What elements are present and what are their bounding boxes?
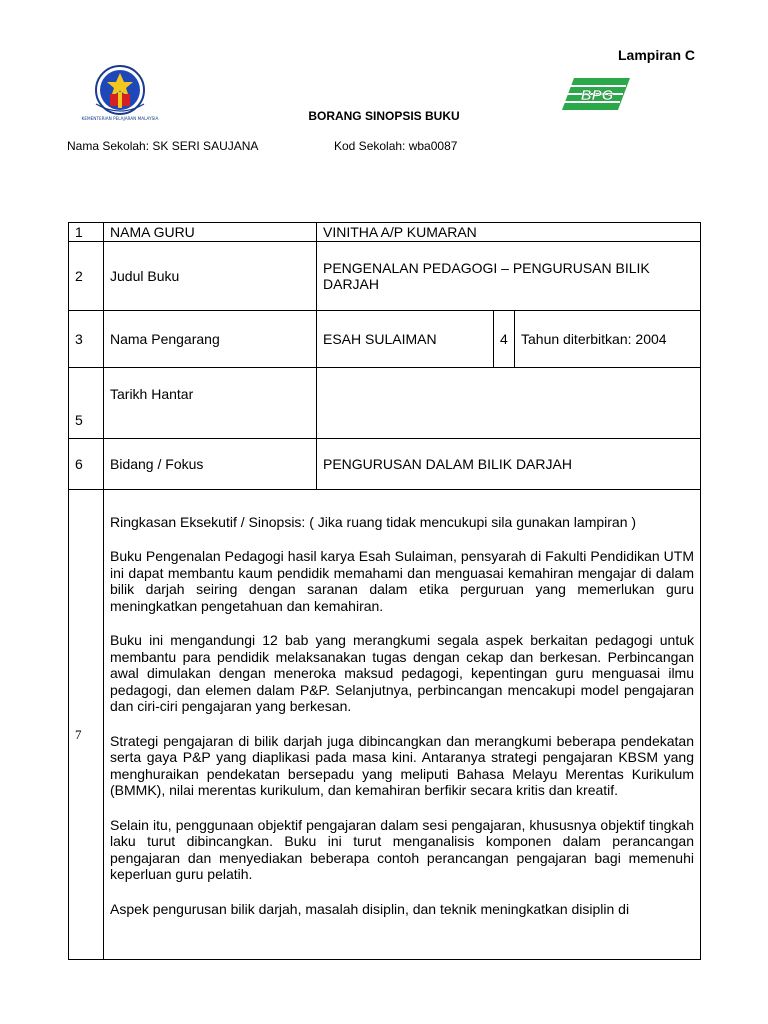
synopsis-form-table [68, 222, 701, 960]
field-label: Bidang / Fokus [104, 439, 317, 490]
synopsis-cell [104, 490, 701, 960]
bpg-logo-text: BPG [580, 87, 614, 104]
year-published: Tahun diterbitkan: 2004 [515, 311, 701, 368]
synopsis-paragraph: Strategi pengajaran di bilik darjah juga dibincangkan dan merangkumi beberapa pendekatan serta gaya P&P yang diaplikasi pada masa kini. Antaranya strategi pengajaran KBSM yang menghuraikan pendekatan bersepadu yang meliputi Bahasa Melayu Merentas Kurikulum (BMMK), nilai merentas kurikulum, dan kemahiran berfikir secara kritis dan kreatif. [110, 732, 694, 798]
field-label: Judul Buku [104, 242, 317, 311]
row-number: 3 [69, 311, 104, 368]
lampiran-label: Lampiran C [618, 47, 696, 63]
submit-date-value [317, 368, 701, 439]
synopsis-paragraph: Buku Pengenalan Pedagogi hasil karya Esah Sulaiman, pensyarah di Fakulti Pendidikan UTM ini dapat membantu kaum pendidik memahami dan menguasai kemahiran mengajar di dalam bilik darjah seiring dengan saranan dalam etika perguruan yang memerlukan guru meningkatkan pengetahuan dan kemahiran. [110, 548, 694, 614]
author-value: ESAH SULAIMAN [317, 311, 494, 368]
row-number: 6 [69, 439, 104, 490]
row-number: 1 [69, 223, 104, 242]
synopsis-heading: Ringkasan Eksekutif / Sinopsis: ( Jika ruang tidak mencukupi sila gunakan lampiran ) [110, 514, 637, 530]
form-row-submit-date [69, 368, 701, 439]
field-label: Nama Pengarang [104, 311, 317, 368]
synopsis-paragraph: Buku ini mengandungi 12 bab yang merangkumi segala aspek berkaitan pedagogi untuk membantu para pendidik melaksanakan tugas dengan cekap dan berkesan. Perbincangan awal dimulakan dengan meneroka maksud pedagogi, kepentingan guru menguasai ilmu pedagogi, dan elemen dalam P&P. Selanjutnya, perbincangan mencakupi model pengajaran dan ciri-ciri pengajaran yang berkesan. [110, 632, 694, 714]
bpg-logo [560, 76, 632, 112]
synopsis-paragraph: Aspek pengurusan bilik darjah, masalah disiplin, dan teknik meningkatkan disiplin di [110, 900, 630, 917]
focus-value: PENGURUSAN DALAM BILIK DARJAH [317, 439, 701, 490]
field-label: NAMA GURU [104, 223, 317, 242]
form-row-focus [69, 439, 701, 490]
kpm-logo-text: KEMENTERIAN PELAJARAN MALAYSIA [81, 116, 159, 121]
form-row-author [69, 311, 701, 368]
form-row-book-title [69, 242, 701, 311]
synopsis-paragraph: Selain itu, penggunaan objektif pengajaran dalam sesi pengajaran, khususnya objektif tingkah laku turut dibincangkan. Buku ini turut menganalisis komponen dalam perancangan pengajaran dan menyediakan beberapa contoh perancangan pengajaran bagi memenuhi keperluan guru pelatih. [110, 816, 694, 882]
row-number: 4 [494, 311, 515, 368]
field-label: Tarikh Hantar [104, 368, 317, 439]
school-name: Nama Sekolah: SK SERI SAUJANA [67, 139, 259, 153]
row-number: 5 [69, 368, 104, 439]
form-row-synopsis [69, 490, 701, 960]
row-number: 2 [69, 242, 104, 311]
row-number: 7 [69, 490, 104, 960]
form-row-teacher-name [69, 223, 701, 242]
form-title: BORANG SINOPSIS BUKU [308, 109, 460, 123]
teacher-name-value: VINITHA A/P KUMARAN [317, 223, 701, 242]
school-code: Kod Sekolah: wba0087 [334, 139, 458, 153]
book-title-value: PENGENALAN PEDAGOGI – PENGURUSAN BILIK DARJAH [317, 242, 701, 311]
